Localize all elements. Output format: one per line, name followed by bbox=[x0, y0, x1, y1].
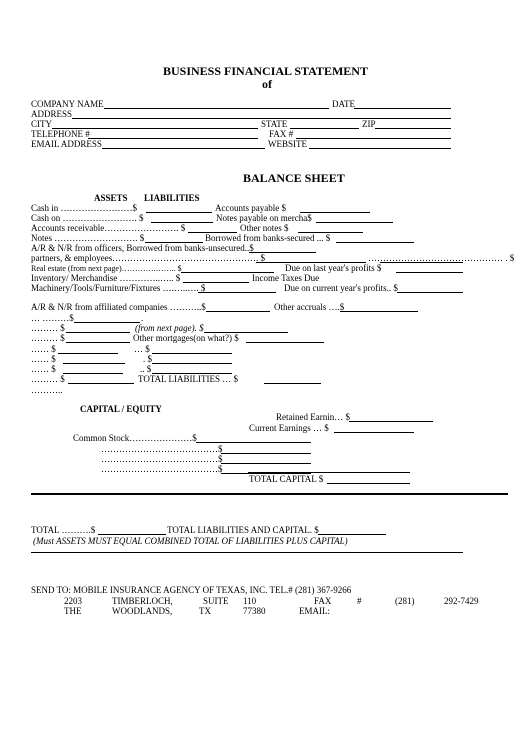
machinery-label: Machinery/Tools/Furniture/Fixtures ….…..…. $ bbox=[31, 283, 206, 293]
asset-row-2-label: ……… $ bbox=[31, 323, 65, 333]
email-label: EMAIL ADDRESS bbox=[31, 139, 102, 149]
zip-label: ZIP bbox=[362, 119, 376, 129]
liability-row-4-field[interactable] bbox=[152, 353, 232, 354]
capital-equity-heading: CAPITAL / EQUITY bbox=[80, 404, 162, 414]
cash-in-field[interactable] bbox=[146, 212, 212, 213]
ar-affiliated-field[interactable] bbox=[206, 311, 270, 312]
retained-earnings-label: Retained Earnin… $ bbox=[276, 412, 350, 422]
other-mortgages-label: Other mortgages(on what?) $ bbox=[133, 333, 239, 343]
state-label: STATE bbox=[261, 119, 288, 129]
asset-row-7-field[interactable] bbox=[68, 383, 134, 384]
liabilities-header: LIABILITIES bbox=[144, 193, 200, 203]
send-to-suite-number: 110 bbox=[243, 596, 257, 606]
balance-note: (Must ASSETS MUST EQUAL COMBINED TOTAL OF LIABILITIES PLUS CAPITAL) bbox=[33, 536, 348, 546]
email-field[interactable] bbox=[102, 148, 265, 149]
send-to-fax-area: (281) bbox=[395, 596, 415, 606]
capital-line-c-label: …………………………………$ bbox=[101, 464, 223, 474]
send-to-city-woodlands: WOODLANDS, bbox=[112, 606, 173, 616]
asset-row-6-field[interactable] bbox=[63, 373, 123, 374]
due-last-year-label: Due on last year's profits $ bbox=[285, 263, 382, 273]
fax-field[interactable] bbox=[296, 138, 451, 139]
date-field[interactable] bbox=[354, 108, 451, 109]
company-name-label: COMPANY NAME bbox=[31, 99, 104, 109]
zip-field[interactable] bbox=[375, 128, 451, 129]
send-to-fax-label: FAX bbox=[314, 596, 332, 606]
asset-row-3-field[interactable] bbox=[66, 342, 130, 343]
retained-earnings-field[interactable] bbox=[349, 421, 433, 422]
balance-sheet-heading: BALANCE SHEET bbox=[243, 171, 345, 185]
send-to-fax-number: 292-7429 bbox=[444, 596, 479, 606]
date-label: DATE bbox=[332, 99, 355, 109]
total-liab-cap-field[interactable] bbox=[318, 534, 386, 535]
section-divider bbox=[31, 493, 508, 495]
capital-line-a-label: …………………………………$ bbox=[101, 444, 223, 454]
asset-row-4-label: …… $ bbox=[31, 344, 56, 354]
asset-row-7-label: ……… $ bbox=[31, 374, 65, 384]
accounts-receivable-label: Accounts receivable……………………. $ bbox=[31, 223, 186, 233]
liability-row-5-field[interactable] bbox=[152, 363, 232, 364]
cash-in-label: Cash in ……………………$ bbox=[31, 203, 138, 213]
liability-row-4-label: … $ bbox=[134, 344, 150, 354]
asset-row-8-label: ……….. bbox=[31, 385, 63, 395]
total-assets-field[interactable] bbox=[98, 534, 166, 535]
asset-row-1-field[interactable] bbox=[74, 322, 140, 323]
capital-line-a-field[interactable] bbox=[221, 453, 311, 454]
cash-on-label: Cash on ……………………. $ bbox=[31, 213, 144, 223]
page-title: BUSINESS FINANCIAL STATEMENT bbox=[163, 64, 368, 78]
send-to-email-label: EMAIL: bbox=[299, 606, 330, 616]
income-taxes-label: Income Taxes Due bbox=[252, 273, 320, 283]
due-current-year-label: Due on current year's profits.. $ bbox=[284, 283, 398, 293]
website-field[interactable] bbox=[309, 148, 451, 149]
send-to-suite-label: SUITE bbox=[203, 596, 229, 606]
asset-row-4-field[interactable] bbox=[58, 353, 118, 354]
company-name-field[interactable] bbox=[104, 108, 329, 109]
partners-liability-field[interactable] bbox=[380, 262, 463, 263]
capital-line-b-field[interactable] bbox=[221, 463, 311, 464]
current-earnings-label: Current Earnings … $ bbox=[249, 423, 329, 433]
asset-row-1-label: … ………$ bbox=[31, 313, 74, 323]
asset-row-5-field[interactable] bbox=[63, 363, 125, 364]
total-liab-cap-label: TOTAL LIABILITIES AND CAPITAL. $ bbox=[167, 525, 319, 535]
notes-label: Notes ………………………. $ bbox=[31, 233, 145, 243]
partners-dots-a: …………………………………………. $ bbox=[112, 253, 265, 263]
partners-employees-label: partners, & employees bbox=[31, 253, 113, 263]
send-to-fax-hash: # bbox=[357, 596, 362, 606]
ar-officers-label: A/R & N/R from officers, Borrowed from banks-unsecured..$ bbox=[31, 243, 254, 253]
inventory-label: Inventory/ Merchandise …………..….. $ bbox=[31, 273, 181, 283]
machinery-field[interactable] bbox=[198, 292, 276, 293]
other-accruals-field[interactable] bbox=[340, 311, 418, 312]
due-last-year-field[interactable] bbox=[396, 272, 463, 273]
send-to-street-number: 2203 bbox=[64, 596, 82, 606]
send-to-city-the: THE bbox=[64, 606, 82, 616]
state-field[interactable] bbox=[290, 128, 359, 129]
asset-row-2-field[interactable] bbox=[66, 332, 130, 333]
note-rule bbox=[31, 552, 463, 553]
website-label: WEBSITE bbox=[268, 139, 307, 149]
send-to-zip: 77380 bbox=[243, 606, 266, 616]
notes-payable-merch-field[interactable] bbox=[316, 222, 393, 223]
real-estate-label: Real estate (from next page)………….…….. $ bbox=[31, 264, 182, 273]
notes-payable-merch-label: Notes payable on mercha$ bbox=[216, 213, 312, 223]
telephone-field[interactable] bbox=[88, 138, 258, 139]
total-capital-rule bbox=[248, 472, 410, 473]
assets-header: ASSETS bbox=[94, 193, 128, 203]
other-accruals-label: Other accruals ….$ bbox=[274, 302, 345, 312]
fax-label: FAX # bbox=[269, 129, 294, 139]
send-to-street-name: TIMBERLOCH, bbox=[112, 596, 173, 606]
common-stock-label: Common Stock…………………$ bbox=[73, 433, 197, 443]
ar-affiliated-label: A/R & N/R from affiliated companies ………..$ bbox=[31, 302, 206, 312]
accounts-payable-label: Accounts payable $ bbox=[215, 203, 286, 213]
total-capital-field[interactable] bbox=[327, 483, 410, 484]
other-notes-label: Other notes $ bbox=[240, 223, 289, 233]
asset-row-5-label: …… $ bbox=[31, 354, 56, 364]
borrowed-banks-secured-label: Borrowed from banks-secured ... $ bbox=[205, 233, 331, 243]
current-earnings-field[interactable] bbox=[334, 432, 414, 433]
send-to-state: TX bbox=[199, 606, 211, 616]
total-liabilities-field[interactable] bbox=[264, 383, 321, 384]
city-label: CITY bbox=[31, 119, 52, 129]
borrowed-banks-secured-field[interactable] bbox=[336, 242, 414, 243]
other-mortgages-field[interactable] bbox=[246, 342, 324, 343]
capital-line-b-label: …………………………………$ bbox=[101, 454, 223, 464]
asset-row-1-dot: . bbox=[141, 313, 144, 323]
address-label: ADDRESS bbox=[31, 109, 73, 119]
due-current-year-field[interactable] bbox=[397, 292, 463, 293]
asset-row-6-label: …… $ bbox=[31, 364, 56, 374]
total-liabilities-label: TOTAL LIABILITIES … $ bbox=[138, 374, 239, 384]
total-capital-label: TOTAL CAPITAL $ bbox=[249, 474, 324, 484]
liability-row-5-label: . $ bbox=[143, 354, 152, 364]
liability-row-6-label: .. $ bbox=[140, 364, 152, 374]
common-stock-field[interactable] bbox=[196, 442, 311, 443]
total-assets-label: TOTAL ……….$ bbox=[31, 525, 96, 535]
asset-row-3-label: ……… $ bbox=[31, 333, 65, 343]
page-subtitle-of: of bbox=[262, 77, 272, 91]
partners-dots-b: ……………………………………… . $ bbox=[368, 253, 515, 263]
telephone-label: TELEPHONE # bbox=[31, 129, 90, 139]
send-to-line: SEND TO: MOBILE INSURANCE AGENCY OF TEXAS, INC. TEL.# (281) 367-9266 bbox=[31, 585, 352, 595]
from-next-page-label: (from next page). $ bbox=[135, 323, 204, 333]
